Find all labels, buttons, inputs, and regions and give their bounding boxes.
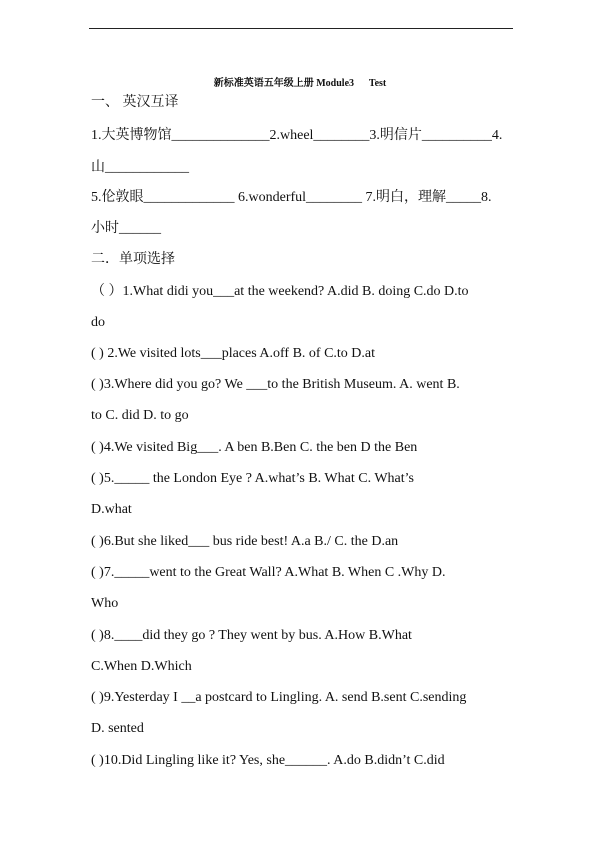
question-7-line-1: ( )7._____went to the Great Wall? A.What B. When C .Why D. bbox=[91, 565, 446, 580]
question-8-line-1: ( )8.____did they go ? They went by bus. A.How B.What bbox=[91, 628, 412, 643]
vocab-line-3: 5.伦敦眼_____________ 6.wonderful________ 7.明白，理解_____8. bbox=[91, 190, 492, 205]
question-2: ( ) 2.We visited lots___places A.off B. of C.to D.at bbox=[91, 346, 376, 361]
question-9-line-1: ( )9.Yesterday I __a postcard to Lingling. A. send B.sent C.sending bbox=[91, 690, 467, 705]
section1-heading: 一、 英汉互译 bbox=[91, 95, 179, 110]
question-10: ( )10.Did Lingling like it? Yes, she______. A.do B.didn’t C.did bbox=[91, 753, 445, 768]
question-1-line-2: do bbox=[91, 315, 105, 330]
top-rule bbox=[89, 28, 513, 29]
vocab-line-2: 山____________ bbox=[91, 160, 189, 175]
question-7-line-2: Who bbox=[91, 596, 119, 611]
document-title: 新标准英语五年级上册 Module3 Test bbox=[213, 78, 387, 89]
question-6: ( )6.But she liked___ bus ride best! A.a B./ C. the D.an bbox=[91, 534, 399, 549]
question-4: ( )4.We visited Big___. A ben B.Ben C. the ben D the Ben bbox=[91, 440, 418, 455]
question-8-line-2: C.When D.Which bbox=[91, 659, 192, 674]
question-9-line-2: D. sented bbox=[91, 721, 144, 736]
question-1-line-1: （ ）1.What didi you___at the weekend? A.did B. doing C.do D.to bbox=[91, 284, 469, 299]
vocab-line-1: 1.大英博物馆______________2.wheel________3.明信片__________4. bbox=[91, 128, 503, 143]
question-3-line-1: ( )3.Where did you go? We ___to the British Museum. A. went B. bbox=[91, 377, 460, 392]
section2-heading: 二．单项选择 bbox=[91, 252, 175, 267]
question-5-line-1: ( )5._____ the London Eye ? A.what’s B. What C. What’s bbox=[91, 471, 414, 486]
question-3-line-2: to C. did D. to go bbox=[91, 408, 189, 423]
vocab-line-4: 小时______ bbox=[91, 221, 161, 236]
question-5-line-2: D.what bbox=[91, 502, 132, 517]
